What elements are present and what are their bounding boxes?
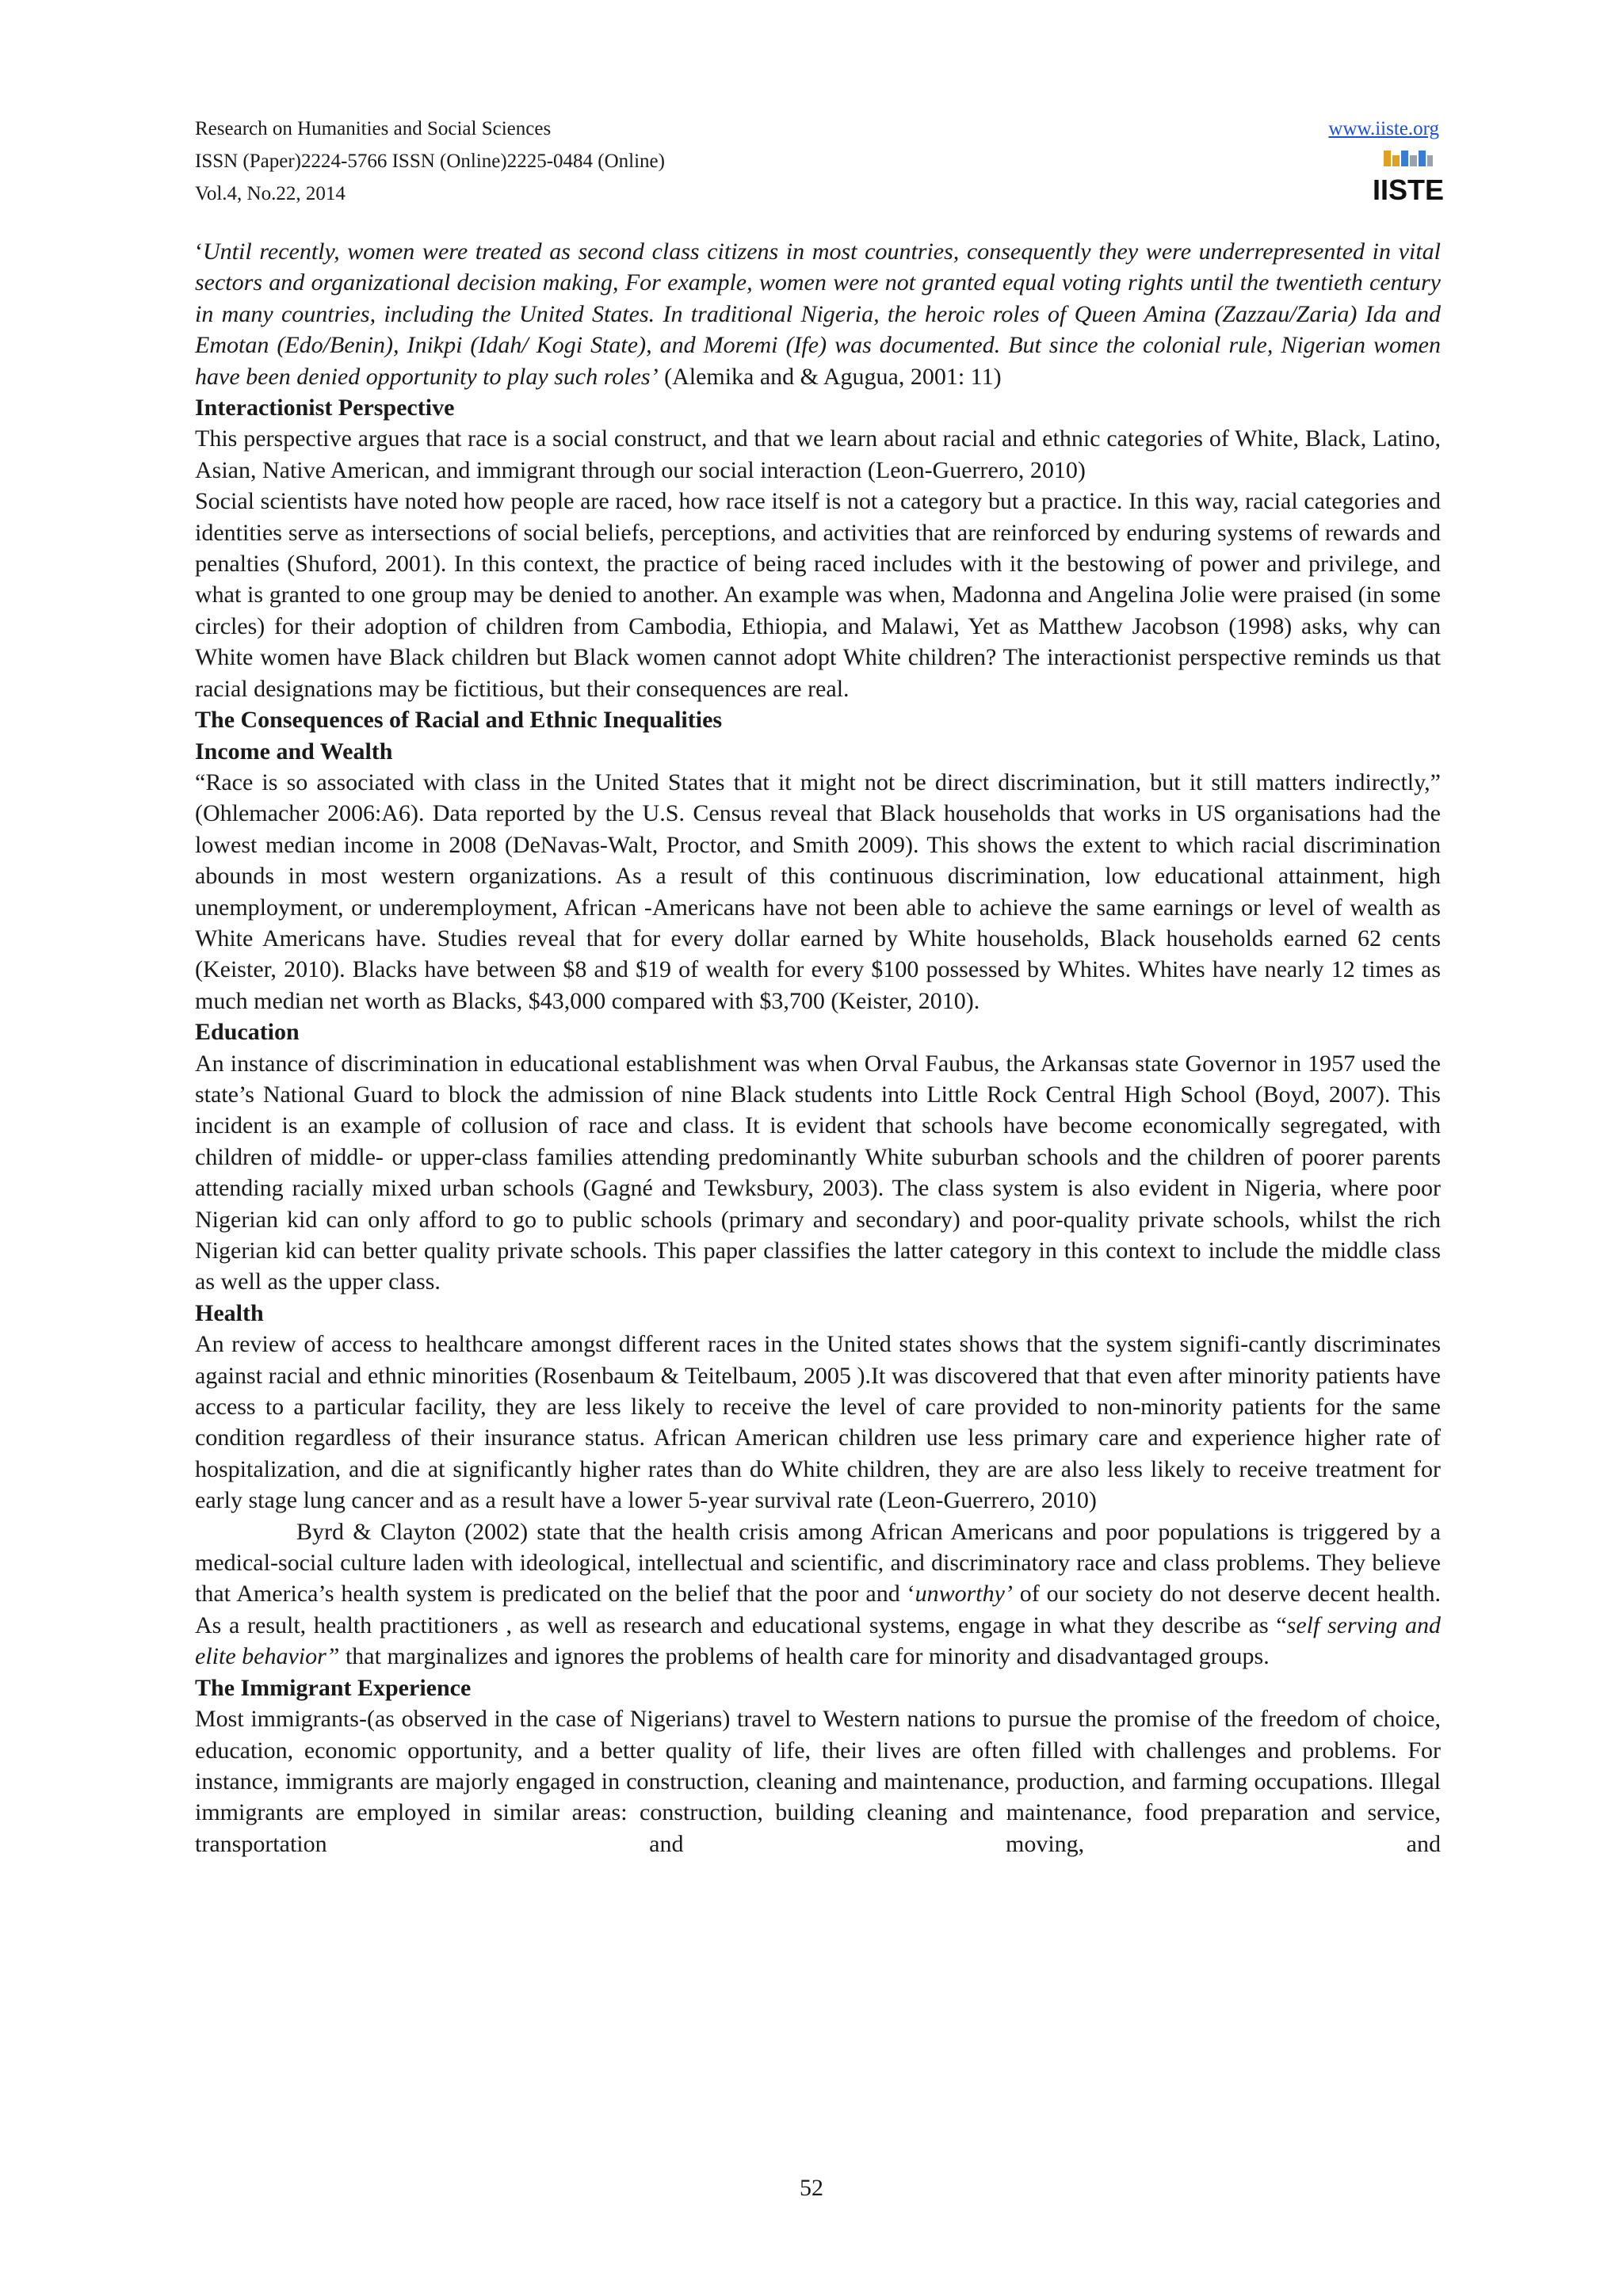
iiste-logo bbox=[1372, 149, 1445, 206]
journal-url-link[interactable]: www.iiste.org bbox=[1328, 118, 1439, 139]
heading-health: Health bbox=[195, 1299, 264, 1326]
page-header bbox=[195, 113, 1445, 215]
quote-text: Until recently, women were treated as second class citizens in most countries, consequently they were underrepresented in vital sectors and organizational decision making, For example, women were not granted equal voting rights until the twentieth century in many countries, including the United States. In traditional Nigeria, the heroic roles of Queen Amina (Zazzau/Zaria) Ida and Emotan (Edo/Benin), Inikpi (Idah/ Kogi State), and Moremi (Ife) was documented. But since the colonial rule, Nigerian women have been denied opportunity to play such roles’ bbox=[195, 238, 1441, 390]
health-p2-text-2: of our society do not deserve decent health. As a result, health practitioners , as well as research and educational systems, engage in what they describe as “ bbox=[195, 1581, 1442, 1638]
heading-interactionist: Interactionist Perspective bbox=[195, 395, 455, 421]
volume-line: Vol.4, No.22, 2014 bbox=[195, 183, 346, 204]
heading-income: Income and Wealth bbox=[195, 738, 393, 765]
health-p2-text-1: Byrd & Clayton (2002) state that the health crisis among African Americans and poor populations is triggered by a medical-social culture laden with ideological, intellectual and scientific, and discriminatory race and class problems. They believe that America’s health system is predicated on the belief that the poor and ‘ bbox=[195, 1518, 1441, 1608]
health-paragraph-1: An review of access to healthcare amongst different races in the United states shows that the system signifi-cantly discriminates against racial and ethnic minorities (Rosenbaum & Teitelbaum, 2005 ).It was discovered that that even after minority patients have access to a particular facility, they are less likely to receive the level of care provided to non-minority patients for the same condition regardless of their insurance status. African American children use less primary care and experience higher rate of hospitalization, and die at significantly higher rates than do White children, they are are also less likely to receive treatment for early stage lung cancer and as a result have a lower 5-year survival rate (Leon-Guerrero, 2010) bbox=[195, 1331, 1441, 1514]
quote-citation: (Alemika and & Agugua, 2001: 11) bbox=[658, 363, 1002, 390]
health-p2-emphasis-2: self serving and elite behavior” bbox=[195, 1611, 1441, 1670]
article-body bbox=[195, 236, 1441, 1859]
health-p2-text-3: that marginalizes and ignores the problems of health care for minority and disadvantaged groups. bbox=[339, 1643, 1270, 1670]
opening-quote bbox=[195, 236, 1441, 392]
logo-text: IISTE bbox=[1372, 174, 1445, 206]
issn-line: ISSN (Paper)2224-5766 ISSN (Online)2225-0484 (Online) bbox=[195, 151, 665, 172]
page-number: 52 bbox=[800, 2175, 823, 2201]
health-p2-emphasis-1: unworthy’ bbox=[915, 1581, 1013, 1608]
health-paragraph-2 bbox=[195, 1516, 1441, 1672]
heading-education: Education bbox=[195, 1019, 300, 1046]
heading-consequences: The Consequences of Racial and Ethnic Inequalities bbox=[195, 707, 723, 734]
education-paragraph: An instance of discrimination in educational establishment was when Orval Faubus, the Arkansas state Governor in 1957 used the state’s National Guard to block the admission of nine Black students into Little Rock Central High School (Boyd, 2007). This incident is an example of collusion of race and class. It is evident that schools have become economically segregated, with children of middle- or upper-class families attending predominantly White suburban schools and the children of poorer parents attending racially mixed urban schools (Gagné and Tewksbury, 2003). The class system is also evident in Nigeria, where poor Nigerian kid can only afford to go to public schools (primary and secondary) and poor-quality private schools, whilst the rich Nigerian kid can better quality private schools. This paper classifies the latter category in this context to include the middle class as well as the upper class. bbox=[195, 1050, 1441, 1295]
immigrant-paragraph: Most immigrants-(as observed in the case of Nigerians) travel to Western nations to pursue the promise of the freedom of choice, education, economic opportunity, and a better quality of life, their lives are often filled with challenges and problems. For instance, immigrants are majorly engaged in construction, cleaning and maintenance, production, and farming occupations. Illegal immigrants are employed in similar areas: construction, building cleaning and maintenance, food preparation and service, transportation and moving, and bbox=[195, 1706, 1441, 1857]
heading-immigrant: The Immigrant Experience bbox=[195, 1674, 472, 1701]
income-paragraph: “Race is so associated with class in the United States that it might not be direct discrimination, but it still matters indirectly,” (Ohlemacher 2006:A6). Data reported by the U.S. Census reveal that Black households that works in US organisations had the lowest median income in 2008 (DeNavas-Walt, Proctor, and Smith 2009). This shows the extent to which racial discrimination abounds in most western organizations. As a result of this continuous discrimination, low educational attainment, high unemployment, or underemployment, African -Americans have not been able to achieve the same earnings or level of wealth as White Americans have. Studies reveal that for every dollar earned by White households, Black households earned 62 cents (Keister, 2010). Blacks have between $8 and $19 of wealth for every $100 possessed by Whites. Whites have nearly 12 times as much median net worth as Blacks, $43,000 compared with $3,700 (Keister, 2010). bbox=[195, 769, 1441, 1014]
interactionist-paragraph-1: This perspective argues that race is a social construct, and that we learn about racial and ethnic categories of White, Black, Latino, Asian, Native American, and immigrant through our social interaction (Leon-Guerrero, 2010) bbox=[195, 425, 1441, 483]
journal-title: Research on Humanities and Social Sciences bbox=[195, 118, 552, 139]
quote-open-mark: ‘ bbox=[195, 238, 203, 265]
interactionist-paragraph-2: Social scientists have noted how people are raced, how race itself is not a category but a practice. In this way, racial categories and identities serve as intersections of social beliefs, perceptions, and activities that are reinforced by enduring systems of rewards and penalties (Shuford, 2001). In this context, the practice of being raced includes with it the bestowing of power and privilege, and what is granted to one group may be denied to another. An example was when, Madonna and Angelina Jolie were praised (in some circles) for their adoption of children from Cambodia, Ethiopia, and Malawi, Yet as Matthew Jacobson (1998) asks, why can White women have Black children but Black women cannot adopt White children? The interactionist perspective reminds us that racial designations may be fictitious, but their consequences are real. bbox=[195, 488, 1441, 702]
